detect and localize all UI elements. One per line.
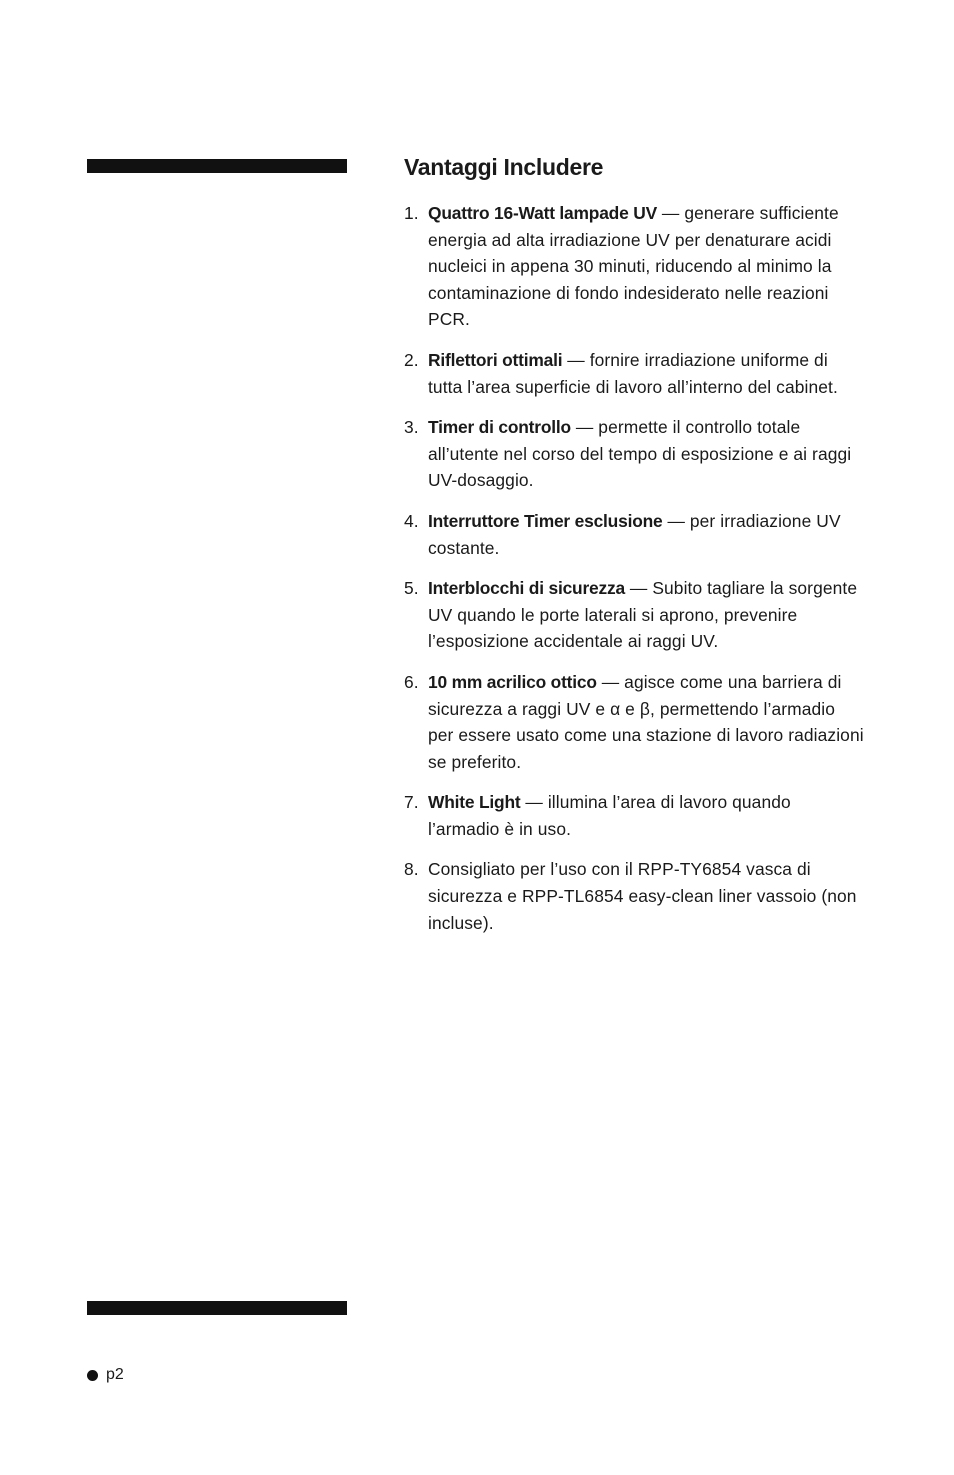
list-item xyxy=(404,414,864,494)
item-term: 10 mm acrilico ottico xyxy=(428,671,597,692)
page-number: p2 xyxy=(106,1366,124,1383)
item-term: White Light xyxy=(428,792,521,813)
list-item xyxy=(404,508,864,561)
item-body xyxy=(428,669,864,775)
item-text: — permette il controllo totale all’utente nel corso del tempo di esposizione e ai raggi UV-dosaggio. xyxy=(428,417,852,491)
item-number: 7. xyxy=(404,792,419,813)
item-number: 2. xyxy=(404,349,419,370)
section-heading: Vantaggi Includere xyxy=(404,154,604,180)
item-number: 6. xyxy=(404,671,419,692)
item-text: — per irradiazione UV costante. xyxy=(428,510,841,558)
item-body xyxy=(428,789,864,842)
list-item xyxy=(404,200,864,333)
bullet-icon xyxy=(87,1370,98,1381)
item-term: Quattro 16-Watt lampade UV xyxy=(428,203,657,223)
item-text: Consigliato per l’uso con il RPP-TY6854 vasca di sicurezza e RPP-TL6854 easy-clean liner vassoio (non incluse). xyxy=(428,859,857,933)
item-term: Interblocchi di sicurezza xyxy=(428,578,625,599)
item-text: — illumina l’area di lavoro quando l’armadio è in uso. xyxy=(428,792,791,839)
item-body xyxy=(428,347,864,400)
item-body xyxy=(428,856,864,936)
item-term: Interruttore Timer esclusione xyxy=(428,510,663,531)
list-item xyxy=(404,856,864,936)
item-body xyxy=(428,414,864,494)
item-number: 1. xyxy=(404,203,419,223)
item-number: 3. xyxy=(404,417,419,438)
item-number: 5. xyxy=(404,578,419,599)
item-term: Riflettori ottimali xyxy=(428,349,563,370)
top-decorative-bar xyxy=(87,159,347,173)
list-item xyxy=(404,789,864,842)
item-text: — fornire irradiazione uniforme di tutta l’area superficie di lavoro all’interno del cabinet. xyxy=(428,349,838,397)
page-footer xyxy=(87,1366,124,1384)
item-text: — agisce come una barriera di sicurezza a raggi UV e α e β, permettendo l’armadio per essere usato come una stazione di lavoro radiazioni se preferito. xyxy=(428,671,864,772)
bottom-decorative-bar xyxy=(87,1301,347,1315)
list-item xyxy=(404,347,864,400)
list-item xyxy=(404,575,864,655)
benefits-list xyxy=(404,200,864,950)
item-text: — Subito tagliare la sorgente UV quando le porte laterali si aprono, prevenire l’esposizione accidentale ai raggi UV. xyxy=(428,578,858,652)
item-body xyxy=(428,508,864,561)
item-term: Timer di controllo xyxy=(428,417,571,438)
item-body xyxy=(428,200,864,333)
item-number: 4. xyxy=(404,510,419,531)
item-number: 8. xyxy=(404,859,419,880)
item-text: — generare sufficiente energia ad alta irradiazione UV per denaturare acidi nucleici in appena 30 minuti, riducendo al minimo la contaminazione di fondo indesiderato nelle reazioni PCR. xyxy=(428,203,839,330)
list-item xyxy=(404,669,864,775)
item-body xyxy=(428,575,864,655)
